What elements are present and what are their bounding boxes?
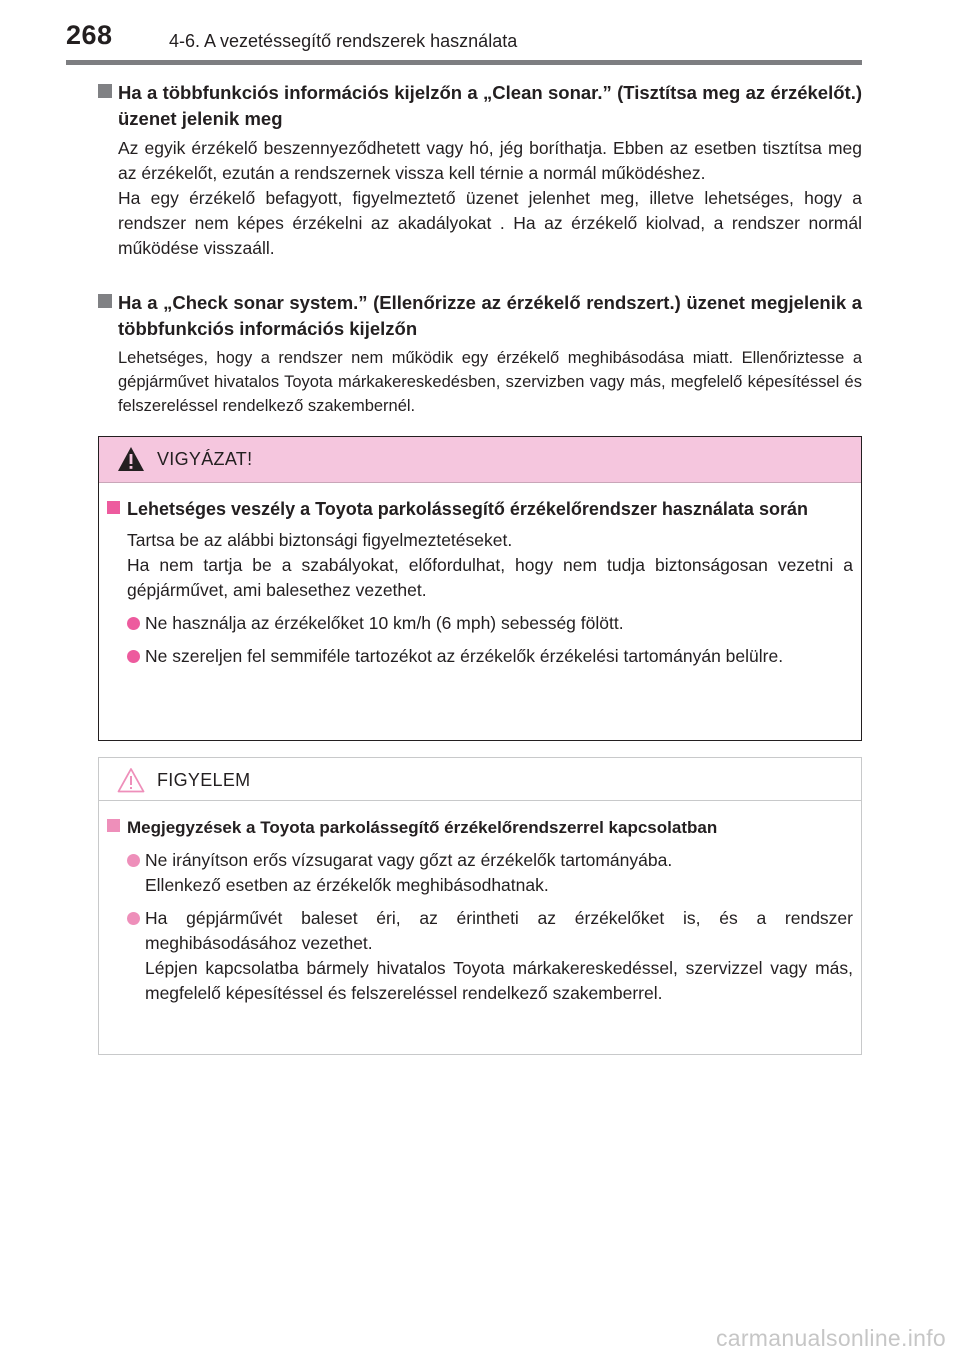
- circle-bullet-icon: [127, 617, 140, 630]
- paragraph: Az egyik érzékelő beszennyeződhetett vagy hó, jég boríthatja. Ebben az esetben tisztítsa meg az érzékelőt, ezután a rendszernek vissza kell térnie a normál működéshez.: [118, 138, 862, 183]
- paragraph: Tartsa be az alábbi biztonsági figyelmeztetéseket.: [127, 530, 513, 550]
- section-title: Ha a többfunkciós információs kijelzőn a „Clean sonar.” (Tisztítsa meg az érzékelőt.) üzenet jelenik meg: [98, 80, 862, 132]
- warning-text: [107, 528, 853, 603]
- section-check-sonar: [98, 290, 862, 418]
- list-item: Ne irányítson erős vízsugarat vagy gőzt az érzékelők tartományába. Ellenkező esetben az érzékelők meghibásodhatnak.: [107, 848, 853, 898]
- header-divider: [66, 60, 862, 65]
- warning-box-content: [99, 483, 861, 669]
- section-clean-sonar: [98, 80, 862, 261]
- notice-box-content: [99, 801, 861, 1006]
- notice-title: Megjegyzések a Toyota parkolássegítő érzékelőrendszerrel kapcsolatban: [107, 815, 853, 840]
- paragraph: Lehetséges, hogy a rendszer nem működik egy érzékelő meghibásodása miatt. Ellenőriztesse a gépjárművet hivatalos Toyota márkakereskedésben, szervizben vagy más, megfelelő képesítéssel és felszereléssel rendelkező szakembernél.: [118, 349, 862, 415]
- warning-title: Lehetséges veszély a Toyota parkolássegítő érzékelőrendszer használata során: [107, 497, 853, 522]
- square-bullet-icon: [98, 294, 112, 308]
- warning-box: [98, 436, 862, 741]
- warning-triangle-icon: [117, 446, 145, 472]
- notice-box: [98, 757, 862, 1055]
- watermark: carmanualsonline.info: [715, 1325, 946, 1351]
- warning-label: VIGYÁZAT!: [157, 449, 253, 469]
- section-body: [98, 346, 862, 418]
- section-title: Ha a „Check sonar system.” (Ellenőrizze az érzékelő rendszert.) üzenet megjelenik a többfunkciós információs kijelzőn: [98, 290, 862, 342]
- section-body: [98, 136, 862, 261]
- caution-triangle-icon: [117, 767, 145, 793]
- circle-bullet-icon: [127, 912, 140, 925]
- warning-box-header: [99, 437, 861, 483]
- chapter-title: 4-6. A vezetéssegítő rendszerek használata: [169, 31, 518, 51]
- list-item: Ne szereljen fel semmiféle tartozékot az érzékelők érzékelési tartományán belülre.: [107, 644, 853, 669]
- circle-bullet-icon: [127, 650, 140, 663]
- circle-bullet-icon: [127, 854, 140, 867]
- notice-box-header: [99, 758, 861, 801]
- notice-label: FIGYELEM: [157, 770, 251, 790]
- paragraph: Ha egy érzékelő befagyott, figyelmeztető üzenet jelenhet meg, illetve lehetséges, hogy a rendszer nem képes érzékelni az akadályokat . Ha az érzékelő kiolvad, a rendszer normál működése visszaáll.: [118, 188, 862, 258]
- list-item: Ne használja az érzékelőket 10 km/h (6 mph) sebesség fölött.: [107, 611, 853, 636]
- list-item: Ha gépjárművét baleset éri, az érintheti az érzékelőket is, és a rendszer meghibásodásához vezethet. Lépjen kapcsolatba bármely hivatalos Toyota márkakereskedéssel, szervizzel vagy más, megfelelő képesítéssel és felszereléssel rendelkező szakemberrel.: [107, 906, 853, 1006]
- paragraph: Ha nem tartja be a szabályokat, előfordulhat, hogy nem tudja biztonságosan vezetni a gépjárművet, ami balesethez vezethet.: [127, 555, 853, 600]
- square-bullet-icon: [107, 501, 120, 514]
- square-bullet-icon: [98, 84, 112, 98]
- page-header: [66, 20, 862, 56]
- page-number: 268: [66, 20, 113, 50]
- square-bullet-icon: [107, 819, 120, 832]
